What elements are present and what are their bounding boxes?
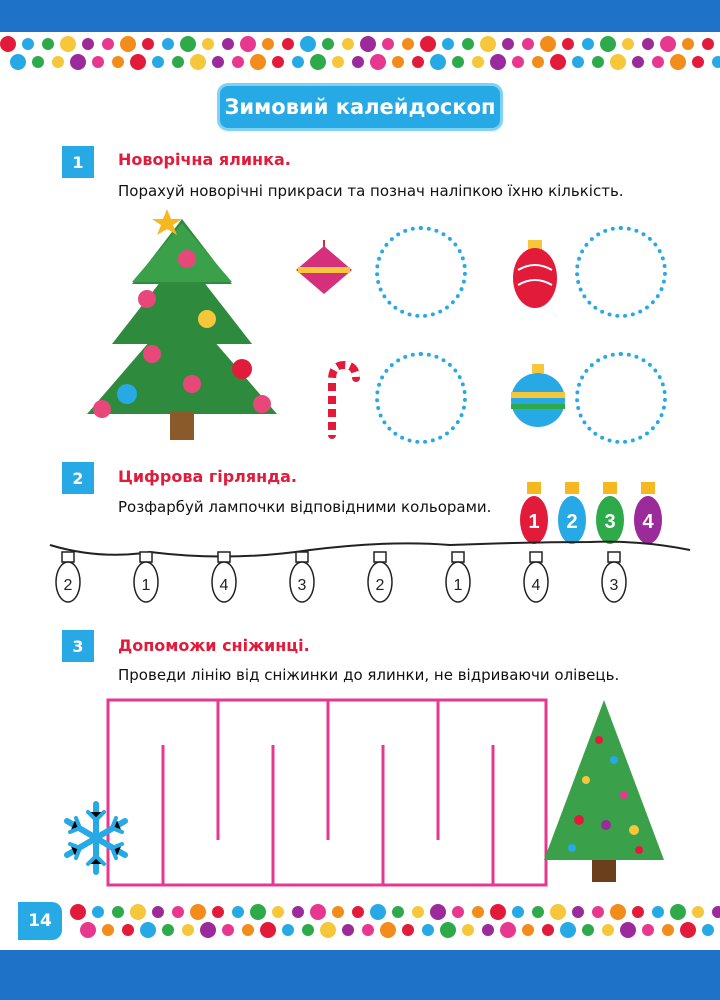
answer-circle-1[interactable] <box>375 226 467 318</box>
answer-circle-4[interactable] <box>575 352 667 444</box>
task-1-instruction: Порахуй новорічні прикраси та познач наліпкою їхню кількість. <box>118 182 624 200</box>
task-1-number: 1 <box>62 146 94 178</box>
page-title-box <box>220 86 500 128</box>
answer-circle-3[interactable] <box>375 352 467 444</box>
svg-text:3: 3 <box>604 511 616 533</box>
svg-text:1: 1 <box>528 511 540 533</box>
snowflake-icon <box>58 800 134 876</box>
task-2-number: 2 <box>62 462 94 494</box>
answer-circle-2[interactable] <box>575 226 667 318</box>
garland-bulb[interactable] <box>290 552 314 602</box>
svg-text:1: 1 <box>453 577 463 594</box>
svg-text:2: 2 <box>63 577 73 594</box>
red-ornament-icon <box>510 240 560 310</box>
garland-bulb[interactable] <box>56 552 80 602</box>
svg-text:3: 3 <box>297 577 307 594</box>
page-number: 14 <box>18 902 62 940</box>
candy-cane-icon <box>322 360 362 440</box>
task-3-instruction: Проведи лінію від сніжинки до ялинки, не відриваючи олівець. <box>118 666 620 684</box>
garland-bulb[interactable] <box>524 552 548 602</box>
garland-bulb[interactable] <box>602 552 626 602</box>
task-2-instruction: Розфарбуй лампочки відповідними кольорами. <box>118 498 492 516</box>
goal-tree-icon <box>544 700 664 885</box>
garland-bulb[interactable] <box>134 552 158 602</box>
blue-ornament-icon <box>508 364 568 429</box>
svg-text:2: 2 <box>375 577 385 594</box>
svg-text:4: 4 <box>219 577 229 594</box>
top-band <box>0 0 720 32</box>
svg-text:4: 4 <box>531 577 541 594</box>
svg-text:2: 2 <box>566 511 578 533</box>
task-2-heading: Цифрова гірлянда. <box>118 467 298 486</box>
garland <box>50 530 710 640</box>
christmas-tree-illustration <box>72 204 292 449</box>
task-3-heading: Допоможи сніжинці. <box>118 636 310 655</box>
svg-text:4: 4 <box>642 511 654 533</box>
page-title: Зимовий калейдоскоп <box>224 95 496 119</box>
svg-text:3: 3 <box>609 577 619 594</box>
top-dot-border <box>0 34 720 74</box>
svg-text:1: 1 <box>141 577 151 594</box>
garland-bulb[interactable] <box>212 552 236 602</box>
garland-bulb[interactable] <box>368 552 392 602</box>
spinning-top-ornament-icon <box>294 240 354 300</box>
task-1-heading: Новорічна ялинка. <box>118 150 291 169</box>
garland-bulb[interactable] <box>446 552 470 602</box>
task-3-number: 3 <box>62 630 94 662</box>
bottom-band <box>0 950 720 1000</box>
bottom-dot-border <box>70 902 720 942</box>
maze[interactable] <box>108 700 548 890</box>
